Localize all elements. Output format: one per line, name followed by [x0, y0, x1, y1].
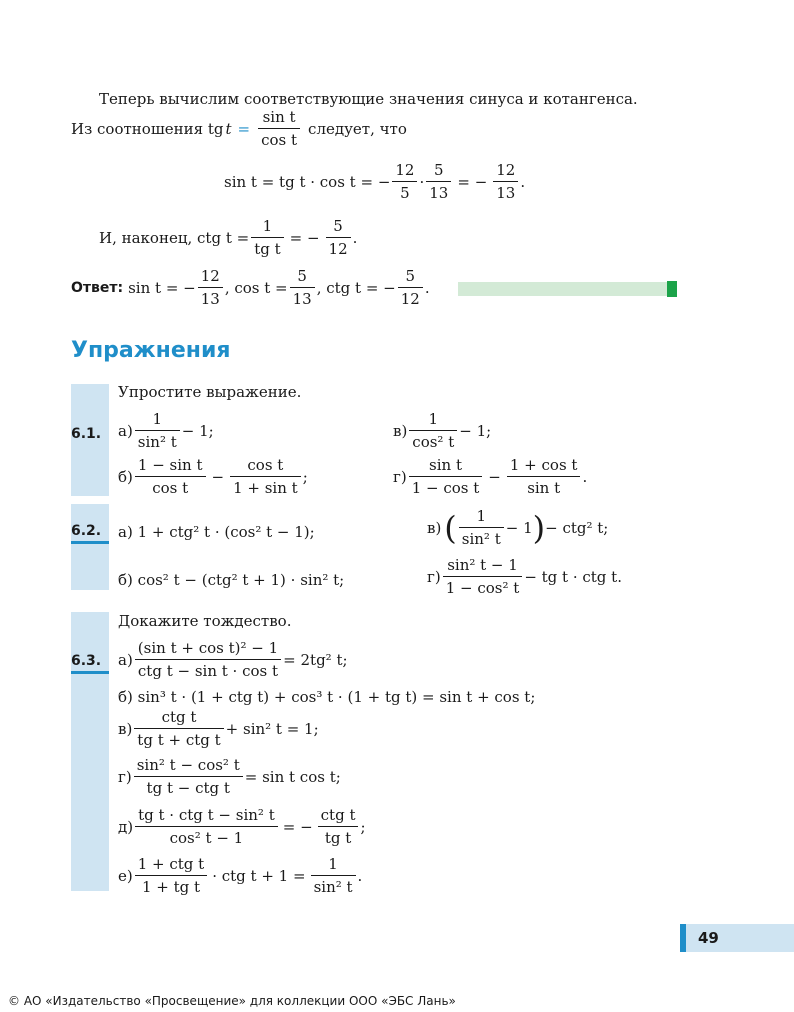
formula-sin-frac-2: [426, 161, 451, 202]
exercise-6-3-a-post: = 2tg² t;: [283, 650, 348, 669]
exercise-6-2-b: [118, 571, 344, 589]
exercise-6-3-a-frac: [135, 639, 281, 680]
formula-ctg-frac-2-num: 5: [326, 217, 351, 238]
exercise-6-1-b-frac-1: [135, 456, 206, 497]
exercise-6-1-a-post: − 1;: [181, 421, 214, 440]
exercise-6-3-d-frac-1: [135, 806, 278, 847]
formula-ctg-pre: И, наконец, ctg t =: [99, 228, 250, 247]
exercise-6-2-a-label: а): [118, 523, 133, 541]
intro-eq: =: [237, 119, 251, 138]
exercise-6-2-v-post: − ctg² t;: [545, 518, 609, 537]
formula-sin-frac-1-den: 5: [400, 184, 410, 202]
formula-ctg-frac-1-num: 1: [251, 217, 283, 238]
exercise-6-3-g-post: = sin t cos t;: [244, 767, 341, 786]
exercise-6-1-g-frac-2-num: 1 + cos t: [507, 456, 581, 477]
formula-sin-frac-1-num: 12: [392, 161, 417, 182]
formula-ctg-frac-2: [326, 217, 351, 258]
intro-line-2-pre: Из соотношения tg: [71, 119, 224, 138]
exercise-6-2-a-text: 1 + ctg² t · (cos² t − 1);: [137, 523, 315, 541]
exercise-6-3-d-label: д): [118, 817, 134, 836]
exercise-6-3-e: [118, 855, 362, 896]
exercise-6-2-b-label: б): [118, 571, 133, 589]
exercise-6-3-e-frac-2-den: sin² t: [313, 878, 353, 896]
answer-frac-3-den: 12: [400, 290, 420, 308]
exercise-6-1-a-label: а): [118, 421, 133, 440]
formula-ctg-frac-1: [251, 217, 283, 258]
exercise-6-3-v: [118, 708, 319, 749]
exercise-6-3-g-label: г): [118, 767, 132, 786]
exercise-6-1-instruction: Упростите выражение.: [118, 383, 302, 401]
exercise-6-3-e-mid: · ctg t + 1 =: [212, 866, 306, 885]
exercise-6-1-g-frac-1-den: 1 − cos t: [411, 479, 480, 497]
intro-fraction-den: cos t: [261, 131, 298, 149]
intro-line-2-post: следует, что: [308, 119, 407, 138]
exercise-6-2-g-frac: [443, 556, 523, 597]
formula-sin-frac-1: [392, 161, 417, 202]
exercise-6-1-v-label: в): [393, 421, 408, 440]
exercise-6-3-b-text: sin³ t · (1 + ctg t) + cos³ t · (1 + tg t) = sin t + cos t;: [137, 688, 536, 706]
answer-frac-1-num: 12: [198, 267, 223, 288]
exercise-6-1-v-frac: [409, 410, 457, 451]
formula-ctg-frac-1-den: tg t: [254, 240, 281, 258]
answer-frac-2: [290, 267, 315, 308]
exercise-6-3-a: [118, 639, 348, 680]
exercise-6-1-v-post: − 1;: [459, 421, 492, 440]
exercise-6-2-g-num: sin² t − 1: [443, 556, 523, 577]
exercise-6-2-v-frac: [459, 507, 504, 548]
formula-sin-end: .: [520, 172, 526, 191]
exercise-6-2-v: [427, 507, 608, 548]
intro-fraction: [258, 108, 300, 149]
exercise-6-3-v-den: tg t + ctg t: [137, 731, 221, 749]
exercise-6-2-b-text: cos² t − (ctg² t + 1) · sin² t;: [137, 571, 345, 589]
page-number-mark: [680, 924, 686, 952]
exercise-6-1-b: [118, 456, 308, 497]
answer-frac-2-num: 5: [290, 267, 315, 288]
exercise-6-3-d-frac-2-num: ctg t: [318, 806, 359, 827]
exercise-6-3-e-frac-2: [311, 855, 356, 896]
exercise-6-3-d-den: cos² t − 1: [169, 829, 244, 847]
exercise-6-1-v-num: 1: [409, 410, 457, 431]
answer-frac-3: [398, 267, 423, 308]
answer-end-mark: [667, 281, 677, 297]
formula-sin-frac-3-den: 13: [496, 184, 516, 202]
exercise-6-1-b-post: ;: [302, 467, 308, 486]
exercise-6-2-v-num: 1: [459, 507, 504, 528]
exercise-6-3-e-frac-2-num: 1: [311, 855, 356, 876]
exercise-6-2-g-label: г): [427, 567, 441, 586]
exercise-6-1-g-frac-2-den: sin t: [527, 479, 561, 497]
exercise-6-1-b-frac-2-den: 1 + sin t: [233, 479, 298, 497]
exercise-6-1-g-label: г): [393, 467, 407, 486]
formula-ctg-frac-2-den: 12: [328, 240, 348, 258]
exercise-6-1-v: [393, 410, 491, 451]
formula-sin-frac-3-num: 12: [493, 161, 518, 182]
exercise-6-3-g: [118, 756, 341, 797]
exercise-6-3-d-frac-2-den: tg t: [324, 829, 352, 847]
answer-end-bar: [458, 282, 667, 296]
exercise-6-3-b-label: б): [118, 688, 133, 706]
exercise-6-3-v-label: в): [118, 719, 133, 738]
exercise-6-3-v-post: + sin² t = 1;: [225, 719, 319, 738]
exercise-6-1-b-frac-2-num: cos t: [230, 456, 301, 477]
formula-sin-frac-3: [493, 161, 518, 202]
exercise-6-3-number: 6.3.: [71, 653, 102, 669]
section-title: Упражнения: [71, 338, 231, 363]
exercise-6-3-e-frac-1: [135, 855, 207, 896]
exercise-6-1-b-label: б): [118, 467, 133, 486]
formula-sin-mid: = −: [457, 172, 488, 191]
formula-sin-left: sin t = tg t · cos t = −: [224, 172, 391, 191]
exercise-6-2-v-open-paren: (: [444, 508, 457, 547]
exercise-6-2-v-label: в): [427, 518, 442, 537]
exercise-6-1-a-num: 1: [135, 410, 180, 431]
exercise-6-3-d-frac-2: [318, 806, 359, 847]
exercise-6-3-a-num: (sin t + cos t)² − 1: [135, 639, 281, 660]
exercise-6-2-number: 6.2.: [71, 523, 102, 539]
exercise-6-3-a-label: а): [118, 650, 133, 669]
exercise-6-1-b-minus: −: [211, 467, 225, 486]
exercise-6-1-a-den: sin² t: [137, 433, 177, 451]
exercise-6-1-g-frac-1-num: sin t: [409, 456, 483, 477]
exercise-6-2-bar: [71, 504, 109, 590]
exercise-6-2-v-den: sin² t: [461, 530, 501, 548]
formula-sin-frac-2-den: 13: [429, 184, 449, 202]
exercise-6-2-underline: [71, 541, 109, 544]
formula-ctg-end: .: [352, 228, 358, 247]
exercise-6-3-instruction: Докажите тождество.: [118, 612, 292, 630]
answer-part-3: , ctg t = −: [316, 278, 396, 297]
exercise-6-3-underline: [71, 671, 109, 674]
exercise-6-3-e-post: .: [357, 866, 363, 885]
page-number: 49: [698, 929, 719, 947]
exercise-6-2-a: [118, 523, 315, 541]
exercise-6-1-v-den: cos² t: [412, 433, 455, 451]
answer-end: .: [424, 278, 430, 297]
exercise-6-1-g-post: .: [582, 467, 588, 486]
exercise-6-2-g-den: 1 − cos² t: [445, 579, 520, 597]
formula-sin-frac-2-num: 5: [426, 161, 451, 182]
exercise-6-3-d-post: ;: [360, 817, 366, 836]
exercise-6-3-b: [118, 688, 535, 706]
exercise-6-3-d: [118, 806, 366, 847]
exercise-6-1-g-minus: −: [488, 467, 501, 486]
exercise-6-3-a-den: ctg t − sin t · cos t: [137, 662, 279, 680]
exercise-6-1-b-frac-1-den: cos t: [152, 479, 189, 497]
exercise-6-2-g: [427, 556, 622, 597]
exercise-6-3-d-mid: = −: [282, 817, 313, 836]
answer-frac-2-den: 13: [292, 290, 312, 308]
exercise-6-3-g-frac: [134, 756, 243, 797]
page-number-box: [680, 924, 794, 952]
exercise-6-3-d-num: tg t · ctg t − sin² t: [135, 806, 278, 827]
answer-label: Ответ:: [71, 279, 124, 296]
exercise-6-1-g-frac-2: [507, 456, 581, 497]
exercise-6-3-v-num: ctg t: [134, 708, 223, 729]
exercise-6-2-v-close-paren: ): [532, 508, 546, 547]
exercise-6-3-e-den: 1 + tg t: [141, 878, 201, 896]
exercise-6-1-g: [393, 456, 587, 497]
exercise-6-1-number: 6.1.: [71, 426, 102, 442]
exercise-6-1-a: [118, 410, 214, 451]
answer-part-1: sin t = −: [128, 278, 196, 297]
exercise-6-3-v-frac: [134, 708, 223, 749]
exercise-6-3-e-num: 1 + ctg t: [135, 855, 207, 876]
exercise-6-1-b-frac-1-num: 1 − sin t: [135, 456, 206, 477]
intro-line-1: Теперь вычислим соответствующие значения синуса и котангенса.: [99, 90, 638, 108]
intro-line-2: [71, 108, 407, 149]
answer-frac-3-num: 5: [398, 267, 423, 288]
answer-part-2: , cos t =: [224, 278, 288, 297]
answer-frac-1-den: 13: [200, 290, 220, 308]
intro-t: t: [225, 119, 232, 138]
formula-ctg-mid: = −: [289, 228, 320, 247]
footer-copyright: © АО «Издательство «Просвещение» для коллекции ООО «ЭБС Лань»: [8, 994, 456, 1008]
answer-line: [71, 267, 430, 308]
formula-ctg: [99, 217, 357, 258]
exercise-6-1-g-frac-1: [409, 456, 483, 497]
exercise-6-1-a-frac: [135, 410, 180, 451]
exercise-6-3-e-label: е): [118, 866, 133, 885]
exercise-6-3-g-den: tg t − ctg t: [146, 779, 230, 797]
answer-frac-1: [198, 267, 223, 308]
intro-fraction-num: sin t: [258, 108, 300, 129]
exercise-6-3-g-num: sin² t − cos² t: [134, 756, 243, 777]
exercise-6-2-g-post: − tg t · ctg t.: [524, 567, 622, 586]
exercise-6-2-v-inner: − 1: [505, 518, 533, 537]
exercise-6-1-b-frac-2: [230, 456, 301, 497]
formula-sin: [224, 161, 525, 202]
formula-sin-dot: ·: [419, 172, 425, 191]
